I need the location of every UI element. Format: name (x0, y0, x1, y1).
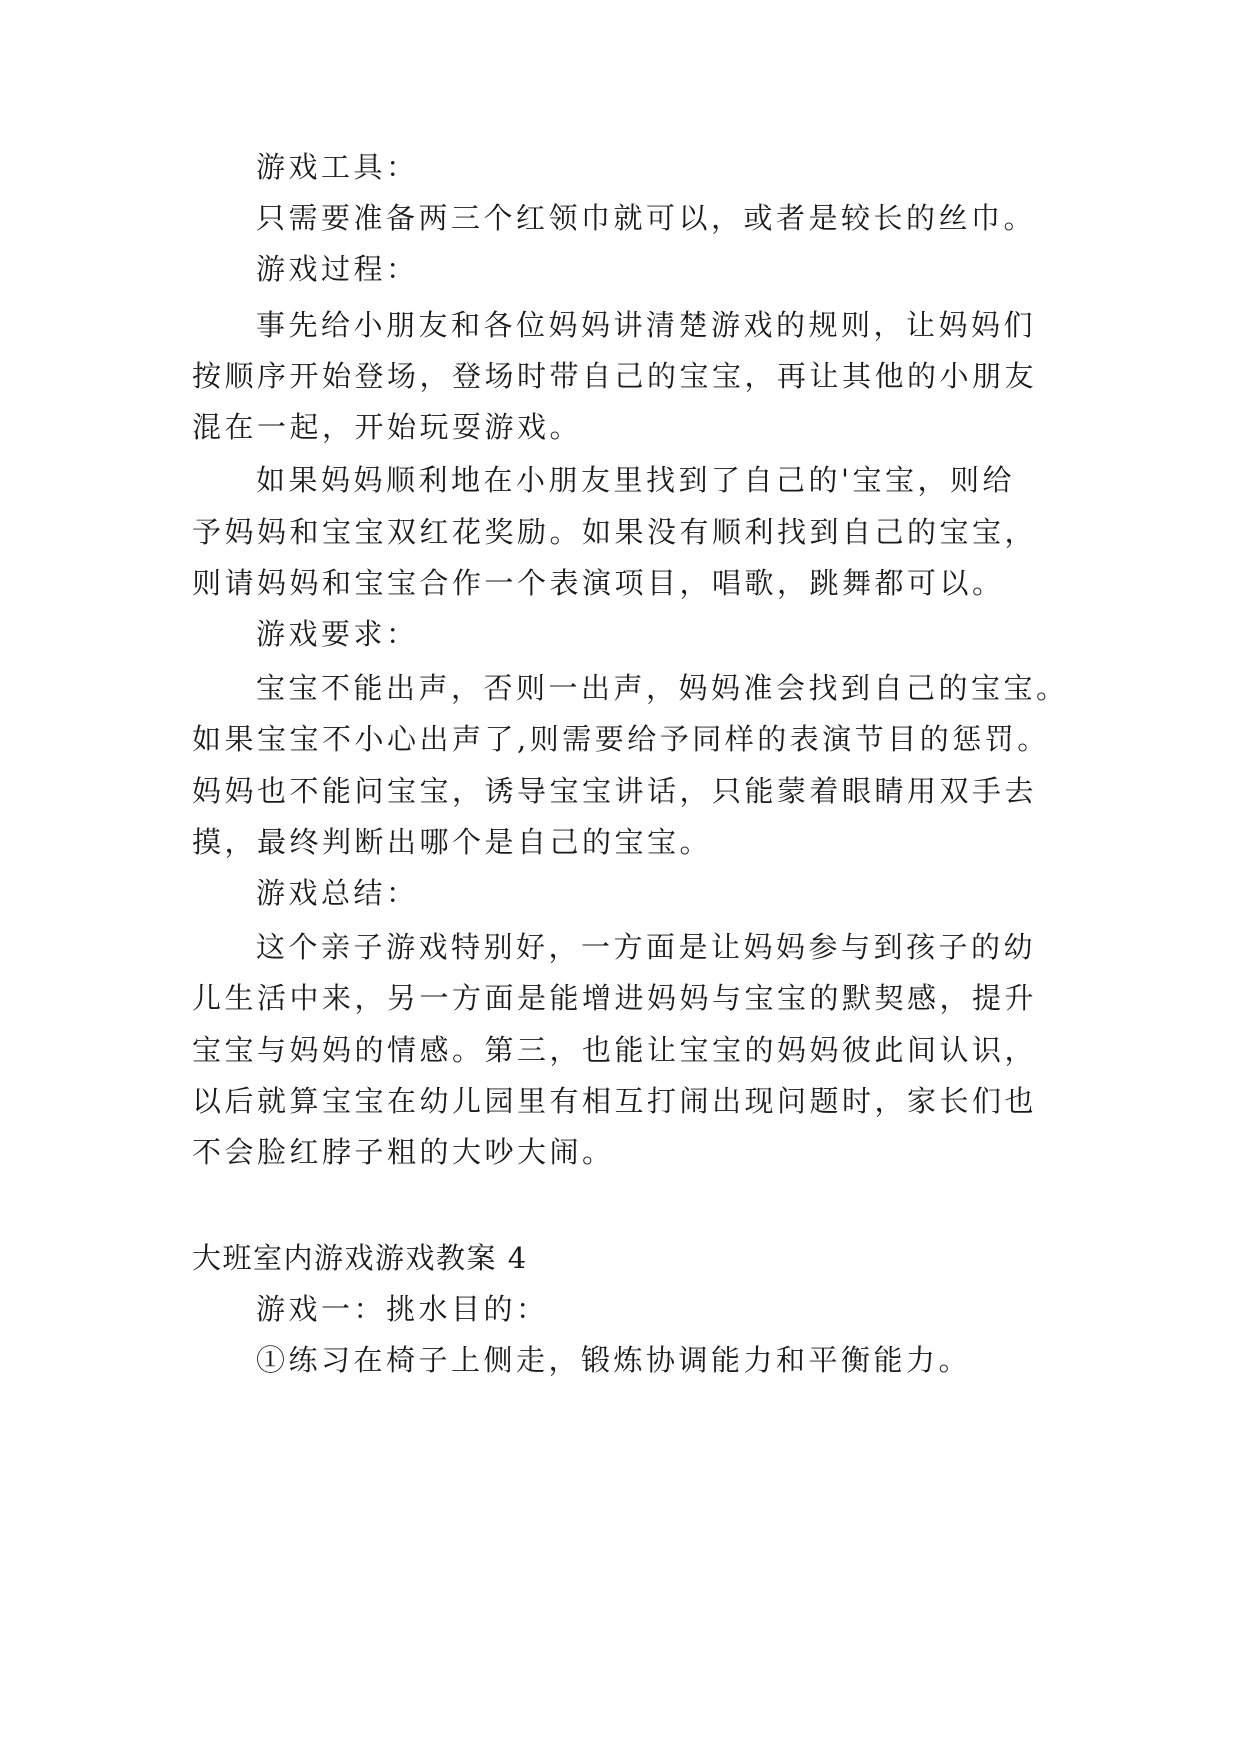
paragraph-line: 宝宝与妈妈的情感。第三，也能让宝宝的妈妈彼此间认识， (192, 1033, 1038, 1067)
paragraph-line: 如果妈妈顺利地在小朋友里找到了自己的'宝宝，则给 (256, 463, 1015, 497)
paragraph-line: 以后就算宝宝在幼儿园里有相互打闹出现问题时，家长们也 (192, 1084, 1038, 1118)
paragraph-line: 则请妈妈和宝宝合作一个表演项目，唱歌，跳舞都可以。 (192, 566, 1005, 600)
paragraph-line: 摸，最终判断出哪个是自己的宝宝。 (192, 825, 713, 859)
paragraph-line: ①练习在椅子上侧走，锻炼协调能力和平衡能力。 (256, 1343, 972, 1377)
section-heading-process: 游戏过程： (256, 252, 419, 286)
document-title: 大班室内游戏游戏教案 4 (192, 1241, 528, 1275)
section-heading-game-one: 游戏一：挑水目的： (256, 1292, 549, 1326)
section-heading-tools: 游戏工具： (256, 150, 419, 184)
paragraph-line: 予妈妈和宝宝双红花奖励。如果没有顺利找到自己的宝宝， (192, 515, 1038, 549)
paragraph-line: 儿生活中来，另一方面是能增进妈妈与宝宝的默契感，提升 (192, 981, 1038, 1015)
section-heading-requirements: 游戏要求： (256, 617, 419, 651)
paragraph-line: 如果宝宝不小心出声了,则需要给予同样的表演节目的惩罚。 (192, 722, 1050, 756)
paragraph-line: 宝宝不能出声，否则一出声，妈妈准会找到自己的宝宝。 (256, 671, 1069, 705)
paragraph-line: 事先给小朋友和各位妈妈讲清楚游戏的规则，让妈妈们 (256, 308, 1037, 342)
paragraph-line: 只需要准备两三个红领巾就可以，或者是较长的丝巾。 (256, 201, 1037, 235)
paragraph-line: 不会脸红脖子粗的大吵大闹。 (192, 1135, 615, 1169)
paragraph-line: 按顺序开始登场，登场时带自己的宝宝，再让其他的小朋友 (192, 359, 1038, 393)
paragraph-line: 妈妈也不能问宝宝，诱导宝宝讲话，只能蒙着眼睛用双手去 (192, 774, 1038, 808)
paragraph-line: 混在一起，开始玩耍游戏。 (192, 410, 583, 444)
section-heading-summary: 游戏总结： (256, 876, 419, 910)
paragraph-line: 这个亲子游戏特别好，一方面是让妈妈参与到孩子的幼 (256, 930, 1037, 964)
